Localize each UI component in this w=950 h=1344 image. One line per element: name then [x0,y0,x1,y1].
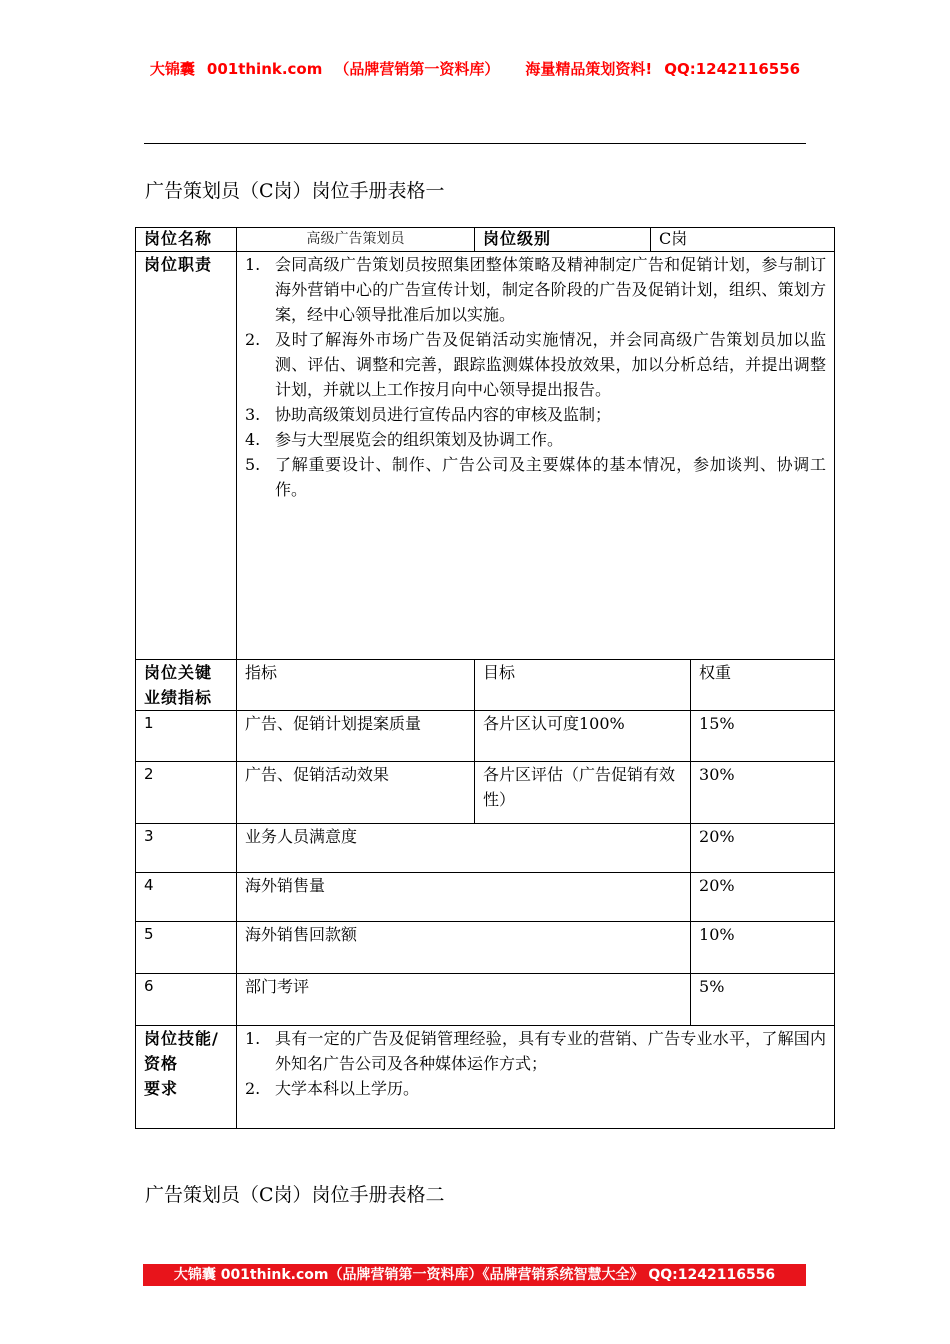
kpi-weight: 20% [691,824,835,873]
kpi-header-target: 目标 [475,660,691,711]
kpi-indicator: 广告、促销计划提案质量 [237,711,475,762]
header-banner [0,58,950,79]
kpi-indicator: 业务人员满意度 [237,824,691,873]
table-row [136,873,835,922]
table-row [136,711,835,762]
kpi-row-number: 6 [136,974,237,1026]
kpi-row-number: 5 [136,922,237,974]
duties-cell [237,252,835,660]
kpi-row-number: 2 [136,762,237,824]
list-item: 5. 了解重要设计、制作、广告公司及主要媒体的基本情况，参加谈判、协调工作。 [245,455,827,499]
position-name-label: 岗位名称 [136,228,237,252]
kpi-indicator: 部门考评 [237,974,691,1026]
position-name-value: 高级广告策划员 [237,228,475,252]
list-item: 4. 参与大型展览会的组织策划及协调工作。 [245,430,564,449]
section-title-form-1: 广告策划员（C岗）岗位手册表格一 [145,180,445,202]
header-divider [144,143,806,144]
table-row [136,252,835,660]
duties-label: 岗位职责 [136,252,237,660]
kpi-indicator: 海外销售回款额 [237,922,691,974]
header-site[interactable]: 001think.com [206,60,323,78]
kpi-indicator: 海外销售量 [237,873,691,922]
kpi-weight: 5% [691,974,835,1026]
table-row [136,922,835,974]
header-qq: QQ:1242116556 [664,60,801,78]
header-slogan: 海量精品策划资料! [525,60,653,78]
job-manual-table [135,227,835,1129]
list-item: 1. 会同高级广告策划员按照集团整体策略及精神制定广告和促销计划，参与制订海外营销中心的广告宣传计划，制定各阶段的广告及促销计划，组织、策划方案，经中心领导批准后加以实施。 [245,255,827,324]
kpi-label: 岗位关键业绩指标 [136,660,237,711]
kpi-row-number: 4 [136,873,237,922]
kpi-weight: 10% [691,922,835,974]
kpi-row-number: 1 [136,711,237,762]
table-row [136,974,835,1026]
table-row [136,660,835,711]
duties-list [245,252,826,502]
footer-banner: 大锦囊 001think.com（品牌营销第一资料库）《品牌营销系统智慧大全》 QQ:1242116556 [143,1264,806,1286]
list-item: 2. 及时了解海外市场广告及促销活动实施情况，并会同高级广告策划员加以监测、评估、调整和完善，跟踪监测媒体投放效果，加以分析总结，并提出调整计划，并就以上工作按月向中心领导提出报告。 [245,330,827,399]
skills-list [245,1026,826,1101]
table-row [136,762,835,824]
kpi-weight: 30% [691,762,835,824]
table-row [136,228,835,252]
table-row [136,824,835,873]
table-row [136,1026,835,1129]
skills-cell [237,1026,835,1129]
list-item: 1. 具有一定的广告及促销管理经验，具有专业的营销、广告专业水平，了解国内外知名广告公司及各种媒体运作方式； [245,1029,827,1073]
kpi-header-indicator: 指标 [237,660,475,711]
list-item: 2. 大学本科以上学历。 [245,1079,420,1098]
kpi-target: 各片区认可度100% [475,711,691,762]
kpi-weight: 20% [691,873,835,922]
kpi-weight: 15% [691,711,835,762]
kpi-row-number: 3 [136,824,237,873]
list-item: 3. 协助高级策划员进行宣传品内容的审核及监制； [245,405,612,424]
skills-label: 岗位技能/资格 要求 [136,1026,237,1129]
position-level-label: 岗位级别 [475,228,651,252]
kpi-target: 各片区评估（广告促销有效性） [475,762,691,824]
position-level-value: C岗 [651,228,835,252]
header-tagline: （品牌营销第一资料库） [334,60,500,78]
header-brand: 大锦囊 [149,60,195,78]
kpi-indicator: 广告、促销活动效果 [237,762,475,824]
section-title-form-2: 广告策划员（C岗）岗位手册表格二 [145,1184,445,1206]
kpi-header-weight: 权重 [691,660,835,711]
